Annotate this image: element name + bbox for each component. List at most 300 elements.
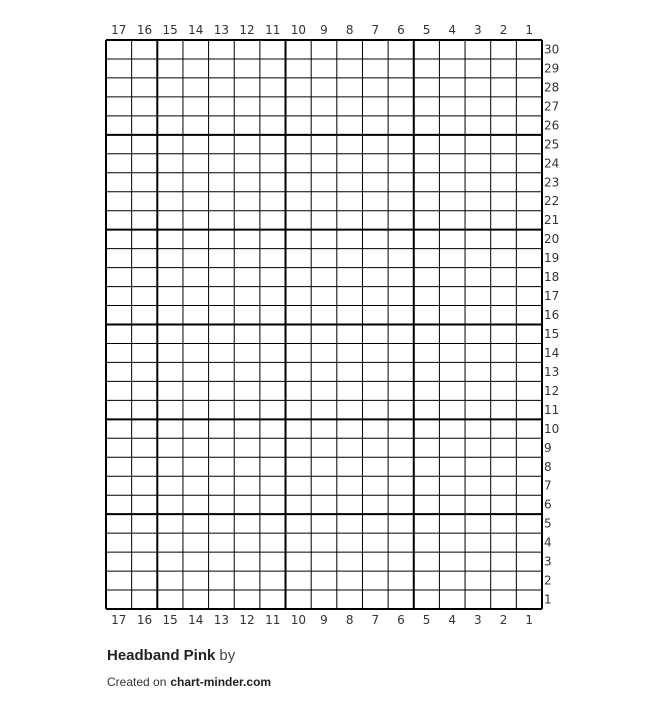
chart-cell [157,97,183,116]
chart-cell [234,590,260,609]
chart-cell [183,438,209,457]
chart-cell [106,230,132,249]
chart-cell [209,135,235,154]
chart-cell [388,343,414,362]
chart-cell [234,552,260,571]
chart-cell [157,400,183,419]
chart-cell [516,287,542,306]
chart-cell [362,97,388,116]
chart-cell [234,97,260,116]
chart-cell [337,457,363,476]
chart-cell [234,135,260,154]
pattern-title: Headband Pink [107,647,216,664]
chart-cell [362,533,388,552]
chart-cell [311,381,337,400]
column-label-top: 1 [525,23,533,37]
site-link[interactable]: chart-minder.com [170,675,272,689]
chart-cell [516,457,542,476]
chart-cell [157,514,183,533]
chart-cell [209,438,235,457]
column-label-top: 5 [422,23,431,37]
column-label-top: 7 [371,23,380,37]
chart-cell [209,325,235,344]
chart-cell [234,59,260,78]
chart-cell [234,571,260,590]
chart-cell [439,438,465,457]
chart-cell [106,116,132,135]
chart-cell [106,590,132,609]
chart-cell [362,173,388,192]
chart-cell [183,306,209,325]
chart-cell [388,230,414,249]
chart-cell [286,78,312,97]
chart-cell [491,249,517,268]
chart-cell [388,287,414,306]
chart-cell [183,173,209,192]
chart-cell [311,571,337,590]
chart-cell [439,495,465,514]
chart-cell [516,211,542,230]
chart-cell [209,116,235,135]
chart-cell [465,400,491,419]
chart-cell [106,192,132,211]
chart-cell [362,40,388,59]
chart-cell [209,400,235,419]
chart-cell [209,287,235,306]
chart-cell [362,571,388,590]
chart-cell [183,590,209,609]
chart-cell [183,381,209,400]
chart-cell [132,514,158,533]
chart-cell [491,571,517,590]
row-label: 21 [544,213,560,228]
column-label-bottom: 6 [397,613,405,627]
chart-cell [106,306,132,325]
chart-cell [260,59,286,78]
chart-cell [311,306,337,325]
chart-cell [106,495,132,514]
chart-cell [388,438,414,457]
chart-cell [260,173,286,192]
chart-cell [234,40,260,59]
chart-cell [132,457,158,476]
chart-cell [234,419,260,438]
chart-cell [311,135,337,154]
chart-cell [439,249,465,268]
chart-cell [132,381,158,400]
chart-cell [132,325,158,344]
chart-cell [362,287,388,306]
chart-cell [465,571,491,590]
chart-cell [516,59,542,78]
chart-cell [439,230,465,249]
chart-cell [491,192,517,211]
chart-cell [388,135,414,154]
chart-cell [491,533,517,552]
chart-cell [260,192,286,211]
chart-cell [157,230,183,249]
chart-cell [337,514,363,533]
chart-cell [362,135,388,154]
chart-cell [209,533,235,552]
chart-cell [516,97,542,116]
row-label: 15 [544,326,560,341]
column-label-bottom: 13 [213,613,230,627]
column-label-bottom: 5 [422,613,431,627]
chart-cell [234,154,260,173]
chart-cell [465,533,491,552]
chart-cell [311,192,337,211]
column-label-bottom: 3 [474,613,482,627]
chart-cell [234,116,260,135]
chart-cell [388,457,414,476]
chart-cell [157,59,183,78]
row-label: 12 [544,383,560,398]
chart-cell [414,154,440,173]
chart-cell [260,287,286,306]
chart-cell [388,590,414,609]
chart-cell [286,400,312,419]
chart-cell [183,419,209,438]
chart-cell [311,476,337,495]
credit-line [107,673,271,691]
chart-cell [388,97,414,116]
chart-cell [132,59,158,78]
chart-cell [132,192,158,211]
chart-cell [157,495,183,514]
chart-cell [286,457,312,476]
chart-cell [465,325,491,344]
chart-cell [337,419,363,438]
chart-cell [311,590,337,609]
chart-cell [234,362,260,381]
chart-cell [311,59,337,78]
chart-cell [465,268,491,287]
chart-cell [106,287,132,306]
chart-cell [260,154,286,173]
chart-cell [362,59,388,78]
chart-cell [183,97,209,116]
chart-cell [234,476,260,495]
chart-cell [465,514,491,533]
chart-cell [260,457,286,476]
row-label: 1 [544,592,552,607]
chart-cell [491,325,517,344]
chart-cell [388,249,414,268]
column-label-bottom: 1 [525,613,533,627]
chart-cell [183,343,209,362]
chart-cell [157,590,183,609]
chart-cell [286,590,312,609]
chart-cell [414,457,440,476]
chart-cell [414,40,440,59]
chart-cell [311,419,337,438]
chart-cell [286,230,312,249]
chart-cell [491,154,517,173]
chart-cell [414,590,440,609]
chart-cell [516,476,542,495]
chart-cell [157,268,183,287]
created-on-text: Created on [107,675,167,689]
chart-cell [439,97,465,116]
chart-cell [157,343,183,362]
chart-cell [362,476,388,495]
chart-cell [414,495,440,514]
chart-cell [132,97,158,116]
chart-cell [362,400,388,419]
chart-cell [388,514,414,533]
chart-cell [286,116,312,135]
chart-cell [465,362,491,381]
chart-cell [465,97,491,116]
chart-cell [106,533,132,552]
chart-cell [491,211,517,230]
chart-cell [337,381,363,400]
chart-cell [260,590,286,609]
chart-cell [106,59,132,78]
chart-cell [491,59,517,78]
chart-cell [234,306,260,325]
column-label-top: 16 [136,23,153,37]
chart-cell [439,211,465,230]
chart-cell [516,400,542,419]
chart-cell [516,362,542,381]
chart-cell [439,135,465,154]
chart-cell [439,514,465,533]
chart-cell [183,230,209,249]
chart-cell [183,135,209,154]
chart-cell [337,154,363,173]
chart-cell [311,552,337,571]
chart-cell [106,249,132,268]
chart-cell [491,419,517,438]
chart-cell [362,343,388,362]
chart-cell [209,306,235,325]
chart-cell [414,552,440,571]
chart-cell [414,287,440,306]
chart-cell [516,173,542,192]
chart-cell [132,135,158,154]
chart-cell [362,78,388,97]
chart-cell [311,533,337,552]
chart-cell [132,249,158,268]
chart-cell [388,400,414,419]
column-label-top: 3 [474,23,482,37]
column-label-bottom: 2 [499,613,508,627]
chart-cell [439,400,465,419]
chart-cell [465,438,491,457]
chart-cell [311,287,337,306]
column-label-bottom: 7 [371,613,380,627]
chart-cell [337,306,363,325]
chart-cell [286,192,312,211]
chart-cell [106,400,132,419]
chart-cell [132,400,158,419]
chart-cell [491,268,517,287]
chart-cell [311,495,337,514]
chart-cell [337,287,363,306]
chart-cell [311,211,337,230]
chart-cell [260,400,286,419]
chart-cell [260,325,286,344]
chart-cell [491,135,517,154]
chart-cell [465,381,491,400]
chart-cell [465,154,491,173]
chart-cell [132,552,158,571]
row-label: 22 [544,194,560,209]
chart-cell [183,211,209,230]
chart-cell [491,40,517,59]
chart-cell [337,325,363,344]
row-label: 10 [544,421,560,436]
chart-cell [516,533,542,552]
chart-cell [157,211,183,230]
chart-cell [132,590,158,609]
chart-cell [286,419,312,438]
chart-cell [157,419,183,438]
chart-cell [132,343,158,362]
column-label-top: 8 [345,23,354,37]
chart-cell [234,287,260,306]
chart-cell [311,457,337,476]
pattern-by: by [219,647,236,664]
chart-cell [209,590,235,609]
chart-cell [106,78,132,97]
chart-cell [260,135,286,154]
chart-cell [337,571,363,590]
chart-cell [209,552,235,571]
chart-cell [286,362,312,381]
row-label: 9 [544,440,552,455]
chart-cell [260,40,286,59]
chart-cell [388,154,414,173]
chart-cell [465,192,491,211]
chart-cell [414,230,440,249]
chart-cell [286,135,312,154]
chart-cell [465,249,491,268]
chart-cell [516,438,542,457]
chart-cell [465,59,491,78]
chart-cell [311,40,337,59]
chart-cell [491,343,517,362]
chart-cell [516,419,542,438]
chart-cell [209,230,235,249]
chart-cell [260,514,286,533]
chart-cell [337,249,363,268]
chart-cell [106,268,132,287]
chart-cell [234,192,260,211]
chart-cell [491,173,517,192]
chart-cell [414,381,440,400]
chart-cell [516,249,542,268]
chart-cell [234,268,260,287]
chart-cell [132,571,158,590]
chart-cell [106,325,132,344]
chart-cell [106,135,132,154]
chart-cell [439,306,465,325]
chart-cell [157,249,183,268]
chart-cell [132,78,158,97]
chart-cell [209,211,235,230]
row-label: 30 [544,42,560,57]
chart-cell [157,362,183,381]
chart-cell [439,40,465,59]
chart-cell [414,249,440,268]
chart-cell [286,249,312,268]
chart-cell [516,40,542,59]
chart-cell [439,268,465,287]
chart-cell [209,97,235,116]
chart-cell [286,306,312,325]
chart-cell [465,211,491,230]
row-label: 27 [544,99,560,114]
chart-cell [209,59,235,78]
chart-cell [209,192,235,211]
chart-cell [337,495,363,514]
chart-cell [439,116,465,135]
chart-cell [465,230,491,249]
column-label-bottom: 8 [345,613,354,627]
chart-cell [260,268,286,287]
chart-cell [362,590,388,609]
chart-cell [234,400,260,419]
chart-cell [337,268,363,287]
chart-cell [311,230,337,249]
chart-cell [362,457,388,476]
chart-cell [260,230,286,249]
chart-cell [106,173,132,192]
chart-cell [183,154,209,173]
chart-cell [516,116,542,135]
chart-cell [106,211,132,230]
chart-cell [465,476,491,495]
chart-cell [491,362,517,381]
chart-cell [106,343,132,362]
chart-cell [516,135,542,154]
chart-cell [337,192,363,211]
row-label: 23 [544,175,560,190]
row-label: 11 [544,402,560,417]
row-label: 20 [544,232,560,247]
chart-cell [439,552,465,571]
chart-cell [337,173,363,192]
chart-cell [439,362,465,381]
chart-cell [260,438,286,457]
chart-cell [414,571,440,590]
chart-cell [106,154,132,173]
chart-cell [157,116,183,135]
chart-cell [388,362,414,381]
column-label-bottom: 16 [136,613,153,627]
chart-cell [414,306,440,325]
chart-cell [337,97,363,116]
chart-cell [209,495,235,514]
chart-cell [132,362,158,381]
chart-cell [439,173,465,192]
row-label: 3 [544,554,552,569]
chart-cell [132,476,158,495]
chart-cell [132,419,158,438]
chart-cell [183,287,209,306]
column-label-bottom: 9 [320,613,328,627]
right-row-labels [544,42,559,606]
chart-cell [362,211,388,230]
chart-cell [209,40,235,59]
chart-cell [516,154,542,173]
chart-cell [260,533,286,552]
chart-cell [362,230,388,249]
chart-cell [388,192,414,211]
